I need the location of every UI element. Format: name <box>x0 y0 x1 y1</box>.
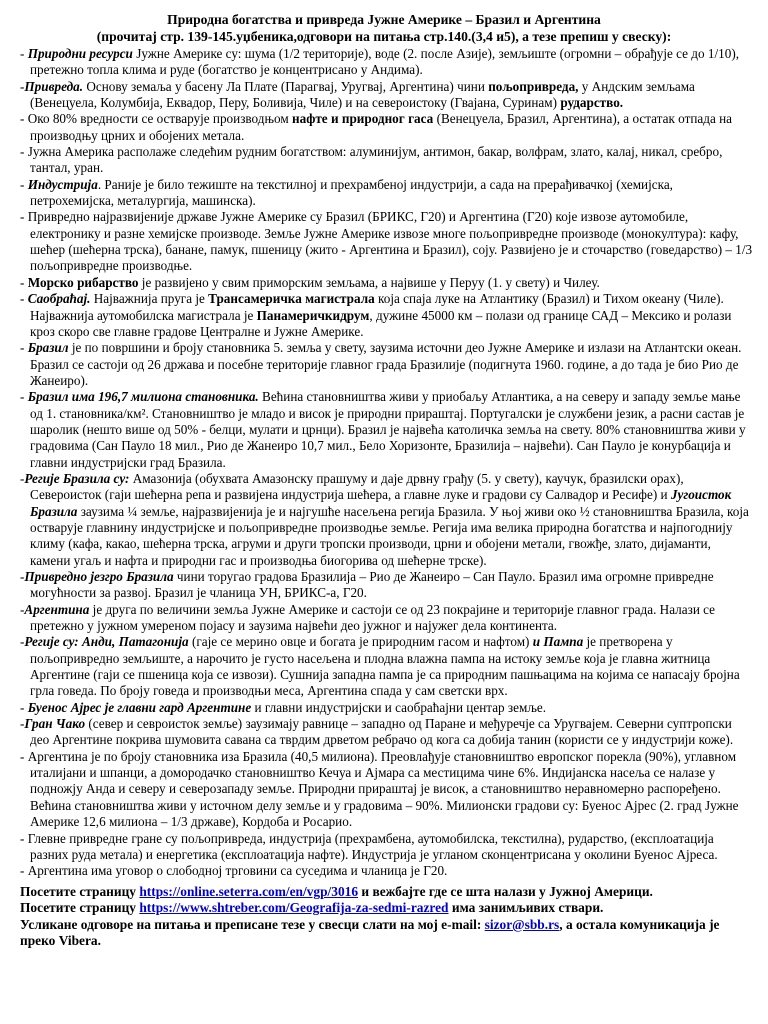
paragraph <box>20 863 754 879</box>
paragraph <box>20 749 754 831</box>
paragraph-text: . Раније је било тежиште на текстилној и прехрамбеној индустрији, а сада на прерађивачкој (хемијска, петрохемијска, металургија, машинска). <box>30 176 673 209</box>
bold-italic-text: Саобраћај. <box>27 291 91 307</box>
bold-italic-text: Бразил има 196,7 милиона становника. <box>27 389 259 405</box>
bold-italic-text: и Пампа <box>532 634 584 650</box>
text-segment <box>28 177 98 192</box>
footer-text: има занимљивих ствари. <box>448 900 604 916</box>
paragraph-text: - <box>20 274 28 290</box>
paragraph <box>20 46 754 79</box>
paragraph <box>20 634 754 699</box>
footer-text: и вежбајте где се шта налази у Јужној Америци. <box>358 884 653 899</box>
document-title <box>0 12 768 45</box>
paragraph-text: - <box>20 389 28 405</box>
bold-text: Трансамеричка магистрала <box>208 291 375 307</box>
shtreber-link[interactable]: https://www.shtreber.com/Geografija-za-sedmi-razred <box>139 900 449 916</box>
bold-text: пољопривреда, <box>488 78 579 94</box>
paragraph-text: - <box>20 470 25 486</box>
paragraph-text: (гаје се мерино овце и богата је природним гасом и нафтом) <box>188 634 533 650</box>
paragraph-text: - <box>20 340 28 356</box>
bold-italic-text: Гран Чако <box>24 716 86 732</box>
paragraph <box>20 111 754 144</box>
paragraph-text: - <box>20 716 25 732</box>
text-segment <box>28 275 139 290</box>
bold-text: рударство. <box>560 95 624 111</box>
paragraph-text: - Привредно најразвијеније државе Јужне Америке су Бразил (БРИКС, Г20) и Аргентина (Г20) које извозе аутомобиле, електронику и разне хемијске производе. Земље Јужне Америке извозе многе пољопривредне производе (монокултура): кафу, шећер (шећерна трска), банане, памук, пшеницу (жито - Аргентина и Бразил), соју. Развијено је и сточарство (говедарство) – 1/3 пољопривредне производње. <box>20 209 753 274</box>
paragraph <box>20 79 754 112</box>
footer-line-shtreber <box>20 900 754 916</box>
paragraph-text: Основу земаља у басену Ла Плате (Парагвај, Уругвај, Аргентина) чини <box>83 78 489 94</box>
paragraph-text: - <box>20 601 25 617</box>
paragraph-text: и главни индустријски и саобраћајни центар земље. <box>251 699 547 715</box>
text-segment <box>257 308 370 323</box>
paragraph-text: (Венецуела, Бразил, Аргентина), а остатак отпада на производњу црних и обојених метала. <box>30 111 733 143</box>
paragraph <box>20 700 754 716</box>
bold-text: Морско рибарство <box>27 274 139 290</box>
text-segment <box>560 95 623 110</box>
bold-italic-text: Индустрија <box>27 176 98 192</box>
text-segment <box>28 389 259 404</box>
text-segment <box>28 340 69 355</box>
bold-italic-text: Буенос Ајрес је главни гард Аргентине <box>27 699 252 715</box>
paragraph-text: , дужине 45000 км – полази од границе САД – Мексико и ролази кроз скоро све главне градове Централне и Јужне Америке. <box>30 307 732 339</box>
paragraph <box>20 209 754 274</box>
paragraph-text: Јужне Америке су: шума (1/2 територије), воде (2. после Азије), земљиште (огромни – обрађује се до 1/10), претежно топла клима и руде (богатство је концентрисано у Андима). <box>30 46 740 78</box>
seterra-link[interactable]: https://online.seterra.com/en/vgp/3016 <box>139 884 359 899</box>
paragraph-text: Амазонија (обухвата Амазонску прашуму и даје дрвну грађу (5. у свету), каучук, бразилски орах), Североисток (гаји шећерна репа и развијена индустрија шећера, а главне луке и градови су Салвадор и Ресифе) и <box>30 470 684 503</box>
text-segment <box>24 569 173 584</box>
paragraph <box>20 144 754 177</box>
paragraph <box>20 275 754 291</box>
text-segment <box>488 79 578 94</box>
bold-italic-text: Бразил <box>27 340 69 356</box>
paragraph-text: - <box>20 46 28 61</box>
paragraph <box>20 716 754 749</box>
text-segment <box>24 716 85 731</box>
paragraph <box>20 831 754 864</box>
paragraph-text: је претворена у пољопривредно земљиште, а нарочито је густо насељена и плодна влажна пампа на истоку земље која је главна житница Аргентине (гаји се пшеница која се извози). Сушнија западна пампа је са природним пашњацима на којима се напасају бројна грла говеда. По броју говеда и производњи меса, Аргентина спада у сам светски врх. <box>30 634 740 699</box>
footer-line-seterra <box>20 884 754 900</box>
bold-italic-text: Природни ресурси <box>27 46 133 61</box>
bold-text: нафте и природног гаса <box>292 111 434 127</box>
paragraph-text: заузима ¼ земље, најразвијенија је и најгушће насељена регија Бразила. У њој живи око ½ становништва Бразила, која остварује главнину индустријске и пољопривредне производње земље. Регија има велика природна богатства и најпогоднију климу (кафа, какао, шећерна трска, агруми и други тропски производи, црни и обојени метали, гвожђе, злато, дијаманти, камени угаљ и нафта и природни гас и производња биогорива од шећерне трске). <box>30 503 749 568</box>
text-segment <box>24 79 83 94</box>
footer-text: Посетите страницу <box>20 900 140 916</box>
bold-italic-text: Привреда. <box>24 78 84 94</box>
text-segment <box>533 634 583 649</box>
paragraph-text: - Око 80% вредности се остварује производњом <box>20 111 292 127</box>
text-segment <box>292 111 433 126</box>
paragraph-text: - <box>20 569 25 584</box>
paragraph <box>20 569 754 602</box>
paragraph-text: - Аргентина је по броју становника иза Бразила (40,5 милиона). Преовлађује становништво европског порекла (90%), углавном италијани и шпанци, а домородачко становништво Кечуа и Ајмара са местицима чине 6%. Индијанска насеља се налазе у подножју Анда и северу и северозападу земље. Природни прираштај је висок, а становништво неравномерно распоређено. Већина становништва живи у источном делу земље и у градовима – 90%. Милионски градови су: Буенос Ајрес (2. град Јужне Америке 12,6 милиона – 1/3 државе), Кордоба и Росарио. <box>20 748 739 830</box>
bold-italic-text: Регије Бразила су: <box>24 470 130 486</box>
paragraph-text: - <box>20 634 25 650</box>
paragraph-text: је развијено у свим приморским земљама, а највише у Перуу (1. у свету) и Чилеу. <box>138 274 600 290</box>
paragraph-text: Већина становништва живи у приобаљу Атлантика, а на северу и западу земље мање од 1. становника/км². Становништво је младо и висок је природни прираштај. Португалски је службени језик, а расни састав је шаролик (нешто више од 50% - белци, мулати и црнци). Бразил је највећа католичка земља на свету. 80% становништва живи у градовима (Сан Пауло 18 мил., Рио де Жанеиро 10,7 мил., Бело Хоризонте, Бразилија – највећи). Сан Пауло је конурбација и главни индустријски град Бразила. <box>30 389 746 470</box>
text-segment <box>24 602 89 617</box>
bold-italic-text: Регије су: Анди, Патагонија <box>24 634 189 650</box>
paragraph-text: (север и севроисток земље) заузимају равнице – западно од Паране и међуречје са Уругвајем. Северни суптропски део Аргентине покрива шумовита савана са тврдим дрветом ребрачо од кога са добија танин (користи се у индустрији коже). <box>30 716 734 748</box>
document-body <box>20 46 754 880</box>
title-line-1: Природна богатства и привреда Јужне Америке – Бразил и Аргентина <box>167 12 601 27</box>
paragraph-text: - <box>20 699 28 715</box>
text-segment <box>28 700 252 715</box>
paragraph <box>20 471 754 569</box>
paragraph-text: - <box>20 78 25 94</box>
text-segment <box>24 634 188 649</box>
bold-italic-text: Аргентина <box>24 601 90 617</box>
footer-text: Усликане одговоре на питања и преписане тезе у свесци слати на мој e-mail: <box>20 916 485 932</box>
paragraph <box>20 340 754 389</box>
paragraph-text: је друга по величини земља Јужне Америке и састоји се од 23 покрајине и територије главног града. Налази се претежно у јужном умереном појасу и заузима највећи део јужног и најужег дела континента. <box>30 601 716 634</box>
paragraph-text: - <box>20 176 28 192</box>
paragraph-text: у Андским земљама (Венецуела, Колумбија, Еквадор, Перу, Боливија, Чиле) и на североистоку (Гвајана, Суринам) <box>30 78 695 111</box>
footer-text: , а остала комуникација је преко Vibera. <box>20 916 720 948</box>
paragraph-text: - <box>20 291 28 307</box>
bold-italic-text: Југоисток Бразила <box>30 487 732 519</box>
bold-italic-text: Привредно језгро Бразила <box>24 569 174 584</box>
text-segment <box>28 291 91 306</box>
paragraph <box>20 389 754 471</box>
footer-line-email <box>20 917 754 950</box>
paragraph-text: која спаја луке на Атлантику (Бразил) и Тихом океану (Чиле). Најважнија аутомобилска магистрала је <box>30 291 724 323</box>
paragraph-text: - Јужна Америка располаже следећим рудним богатством: алуминијум, антимон, бакар, волфрам, злато, калај, никал, сребро, тантал, уран. <box>20 144 723 176</box>
text-segment <box>24 471 129 486</box>
paragraph-text: је по површини и броју становника 5. земља у свету, заузима источни део Јужне Америке и излази на Атлантски океан. Бразил се састоји од 26 држава и посебне територије главног града Бразилије (подигнута 1960. године, а до тада је био Рио де Жанеиро). <box>30 340 742 388</box>
paragraph-text: - Глевне привредне гране су пољопривреда, индустрија (прехрамбена, аутомобилска, текстилна), рударство, (експлоатација разних руда метала) и енергетика (експлоатација нафте). Индустрија је угланом сконцентрисана у околини Буенос Ајреса. <box>20 830 718 862</box>
bold-text: Панамеричкидрум <box>256 307 370 323</box>
text-segment <box>28 46 133 61</box>
footer-text: Посетите страницу <box>20 884 140 899</box>
text-segment <box>208 291 375 306</box>
paragraph-text: Најважнија пруга је <box>90 291 209 307</box>
title-line-2: (прочитај стр. 139-145.уџбеника,одговори на питања стр.140.(3,4 и5), а тезе препиш у свеску): <box>96 28 672 44</box>
paragraph <box>20 177 754 210</box>
email-link[interactable]: sizor@sbb.rs <box>484 916 560 932</box>
paragraph <box>20 291 754 340</box>
footer <box>20 884 754 949</box>
paragraph-text: - Аргентина има уговор о слободној трговини са суседима и чланица је Г20. <box>20 863 448 879</box>
paragraph-text: чини торугао градова Бразилија – Рио де Жанеиро – Сан Пауло. Бразил има огромне привредне могућности за развој. Бразил је чланица УН, БРИКС-а, Г20. <box>30 569 714 601</box>
paragraph <box>20 602 754 635</box>
